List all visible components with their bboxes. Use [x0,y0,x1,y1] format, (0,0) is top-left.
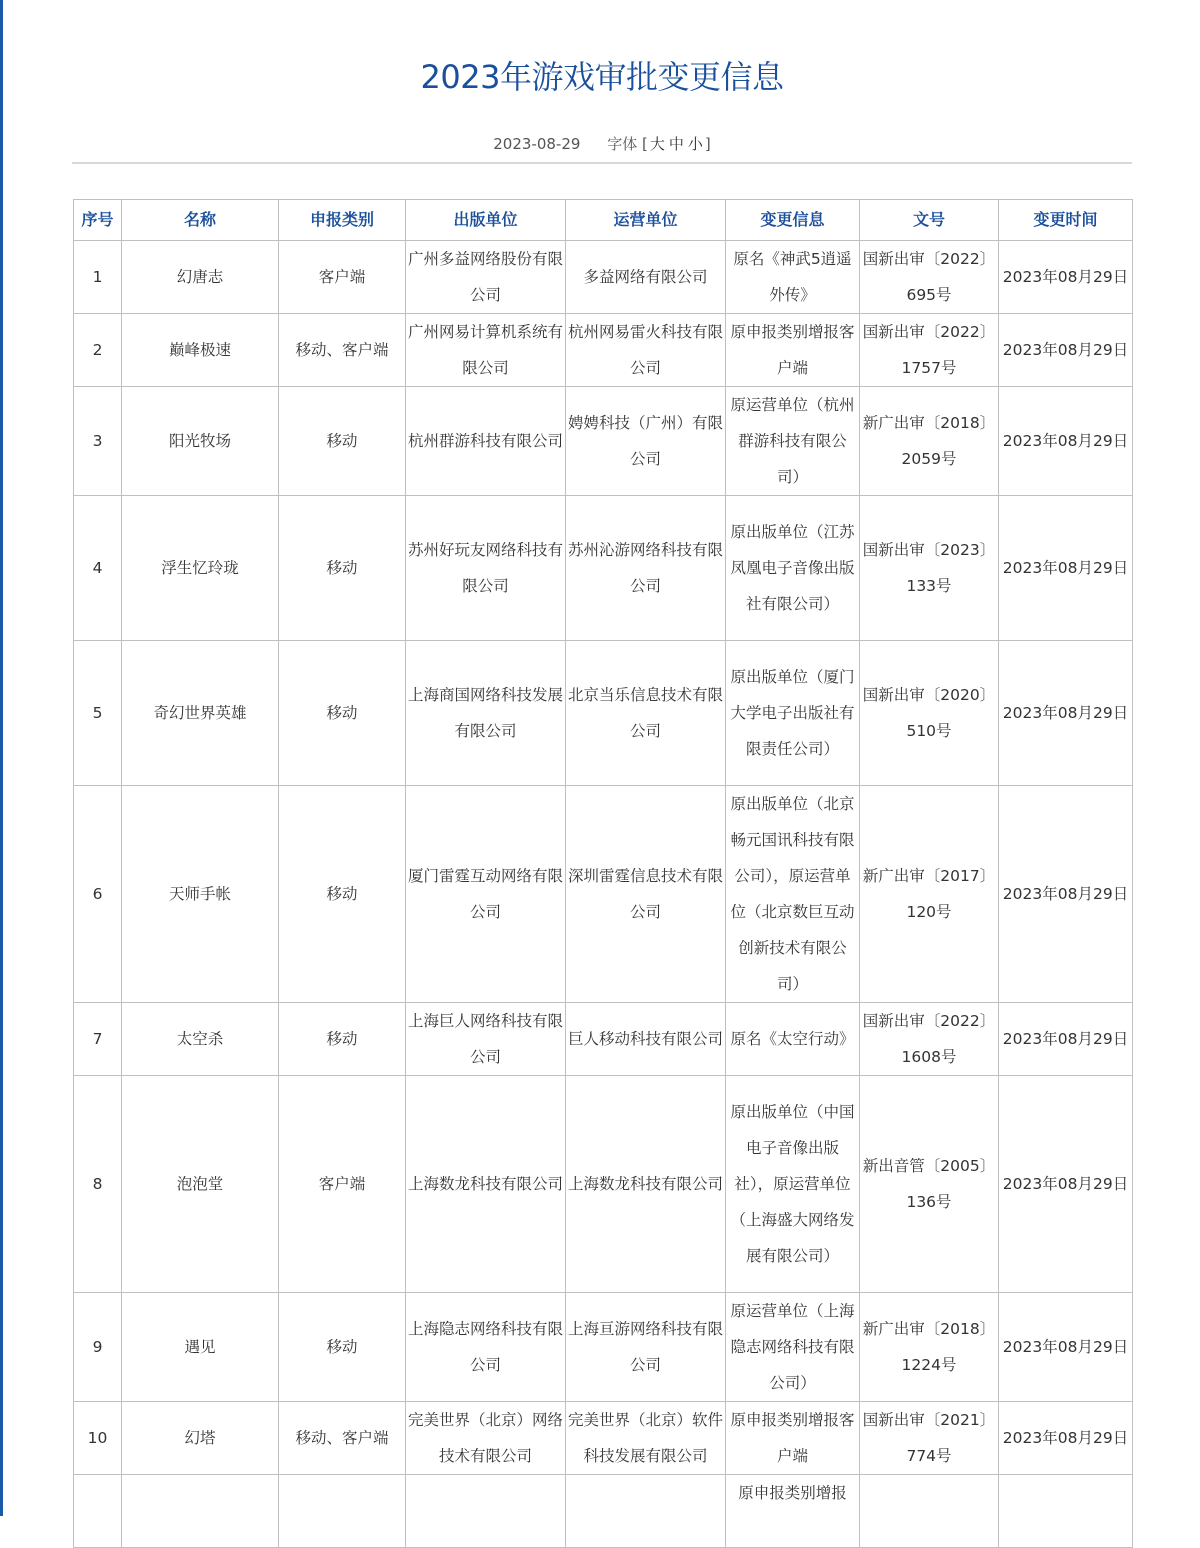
cell-category: 移动 [279,1003,406,1076]
cell-change-info: 原申报类别增报客户端 [726,314,860,387]
cell-change-date: 2023年08月29日 [999,387,1133,496]
cell-change-info: 原名《神武5逍遥外传》 [726,241,860,314]
cell-category: 客户端 [279,1076,406,1293]
cell-no: 9 [74,1293,122,1402]
cell-doc-no: 新出音管〔2005〕136号 [860,1076,999,1293]
cell-operator: 巨人移动科技有限公司 [566,1003,726,1076]
cell-change-date: 2023年08月29日 [999,641,1133,786]
cell-category: 移动、客户端 [279,1402,406,1475]
cell-no: 5 [74,641,122,786]
cell-change-date: 2023年08月29日 [999,1402,1133,1475]
cell-publisher [406,1475,566,1548]
cell-change-info: 原运营单位（杭州群游科技有限公司） [726,387,860,496]
cell-name [122,1475,279,1548]
font-size-bracket-close: ] [704,135,711,153]
cell-no: 4 [74,496,122,641]
cell-operator: 完美世界（北京）软件科技发展有限公司 [566,1402,726,1475]
cell-name: 泡泡堂 [122,1076,279,1293]
cell-name: 幻唐志 [122,241,279,314]
cell-doc-no: 国新出审〔2020〕510号 [860,641,999,786]
cell-name: 阳光牧场 [122,387,279,496]
font-size-small[interactable]: 小 [687,135,703,153]
cell-change-date: 2023年08月29日 [999,1003,1133,1076]
cell-publisher: 完美世界（北京）网络技术有限公司 [406,1402,566,1475]
cell-operator: 苏州沁游网络科技有限公司 [566,496,726,641]
cell-publisher: 广州网易计算机系统有限公司 [406,314,566,387]
cell-doc-no [860,1475,999,1548]
table-row [74,786,1133,1003]
cell-doc-no: 新广出审〔2018〕1224号 [860,1293,999,1402]
header-category: 申报类别 [279,200,406,241]
cell-doc-no: 国新出审〔2022〕1757号 [860,314,999,387]
cell-no [74,1475,122,1548]
table-row [74,387,1133,496]
header-no: 序号 [74,200,122,241]
cell-no: 3 [74,387,122,496]
cell-category [279,1475,406,1548]
font-size-medium[interactable]: 中 [668,135,684,153]
table-row [74,1293,1133,1402]
table-row [74,1076,1133,1293]
table-header-row [74,200,1133,241]
cell-category: 移动 [279,1293,406,1402]
cell-operator: 多益网络有限公司 [566,241,726,314]
cell-change-date: 2023年08月29日 [999,1076,1133,1293]
header-name: 名称 [122,200,279,241]
cell-operator: 上海亘游网络科技有限公司 [566,1293,726,1402]
left-accent-bar [0,0,3,1516]
font-size-large[interactable]: 大 [649,135,665,153]
cell-change-info: 原申报类别增报 [726,1475,860,1548]
page-title: 2023年游戏审批变更信息 [420,58,784,96]
cell-change-date: 2023年08月29日 [999,1293,1133,1402]
cell-change-date: 2023年08月29日 [999,496,1133,641]
cell-no: 1 [74,241,122,314]
cell-name: 太空杀 [122,1003,279,1076]
cell-category: 移动 [279,641,406,786]
cell-publisher: 上海数龙科技有限公司 [406,1076,566,1293]
cell-change-info: 原名《太空行动》 [726,1003,860,1076]
cell-operator: 深圳雷霆信息技术有限公司 [566,786,726,1003]
cell-change-info: 原出版单位（江苏凤凰电子音像出版社有限公司） [726,496,860,641]
cell-operator: 杭州网易雷火科技有限公司 [566,314,726,387]
cell-publisher: 上海隐志网络科技有限公司 [406,1293,566,1402]
publish-date: 2023-08-29 [493,135,581,153]
cell-category: 移动 [279,496,406,641]
cell-change-info: 原出版单位（中国电子音像出版社），原运营单位（上海盛大网络发展有限公司） [726,1076,860,1293]
cell-category: 移动 [279,387,406,496]
cell-change-info: 原申报类别增报客户端 [726,1402,860,1475]
cell-name: 幻塔 [122,1402,279,1475]
cell-category: 移动、客户端 [279,314,406,387]
cell-doc-no: 国新出审〔2023〕133号 [860,496,999,641]
cell-publisher: 杭州群游科技有限公司 [406,387,566,496]
article-meta [0,133,1200,155]
cell-no: 7 [74,1003,122,1076]
cell-publisher: 上海商国网络科技发展有限公司 [406,641,566,786]
cell-doc-no: 国新出审〔2022〕695号 [860,241,999,314]
cell-change-date: 2023年08月29日 [999,241,1133,314]
game-approval-change-table [73,199,1133,1548]
header-change-date: 变更时间 [999,200,1133,241]
cell-doc-no: 新广出审〔2018〕2059号 [860,387,999,496]
table-row [74,1475,1133,1548]
title-divider [72,162,1132,164]
header-doc-no: 文号 [860,200,999,241]
table-row [74,641,1133,786]
cell-operator: 北京当乐信息技术有限公司 [566,641,726,786]
cell-doc-no: 新广出审〔2017〕120号 [860,786,999,1003]
font-size-bracket-open: [ [642,135,648,153]
cell-name: 浮生忆玲珑 [122,496,279,641]
header-publisher: 出版单位 [406,200,566,241]
cell-change-date: 2023年08月29日 [999,786,1133,1003]
cell-change-info: 原出版单位（北京畅元国讯科技有限公司），原运营单位（北京数巨互动创新技术有限公司） [726,786,860,1003]
cell-category: 移动 [279,786,406,1003]
cell-operator [566,1475,726,1548]
table-row [74,314,1133,387]
cell-name: 巅峰极速 [122,314,279,387]
cell-change-info: 原运营单位（上海隐志网络科技有限公司） [726,1293,860,1402]
table-row [74,241,1133,314]
cell-name: 遇见 [122,1293,279,1402]
cell-change-info: 原出版单位（厦门大学电子出版社有限责任公司） [726,641,860,786]
cell-change-date: 2023年08月29日 [999,314,1133,387]
table-row [74,496,1133,641]
cell-category: 客户端 [279,241,406,314]
cell-no: 8 [74,1076,122,1293]
table-row [74,1003,1133,1076]
cell-name: 天师手帐 [122,786,279,1003]
cell-no: 6 [74,786,122,1003]
cell-doc-no: 国新出审〔2022〕1608号 [860,1003,999,1076]
cell-publisher: 上海巨人网络科技有限公司 [406,1003,566,1076]
cell-change-date [999,1475,1133,1548]
cell-no: 2 [74,314,122,387]
header-change-info: 变更信息 [726,200,860,241]
cell-publisher: 厦门雷霆互动网络有限公司 [406,786,566,1003]
cell-publisher: 广州多益网络股份有限公司 [406,241,566,314]
cell-operator: 娉娉科技（广州）有限公司 [566,387,726,496]
cell-operator: 上海数龙科技有限公司 [566,1076,726,1293]
cell-no: 10 [74,1402,122,1475]
cell-publisher: 苏州好玩友网络科技有限公司 [406,496,566,641]
cell-doc-no: 国新出审〔2021〕774号 [860,1402,999,1475]
font-size-label: 字体 [607,135,638,153]
cell-name: 奇幻世界英雄 [122,641,279,786]
header-operator: 运营单位 [566,200,726,241]
table-row [74,1402,1133,1475]
